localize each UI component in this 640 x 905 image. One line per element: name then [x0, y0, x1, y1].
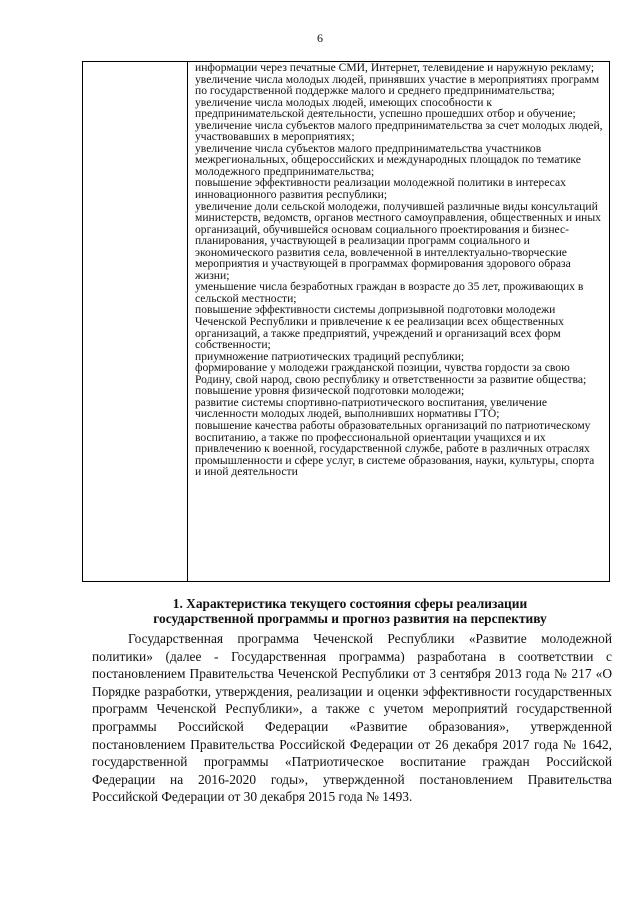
table-list-item: увеличение числа молодых людей, принявших участие в мероприятиях программ по государственной поддержке малого и среднего предпринимательства; — [195, 72, 600, 98]
table-list-item: увеличение числа субъектов малого предпринимательства за счет молодых людей, участвовавших в мероприятиях; — [195, 118, 603, 144]
table-column-divider — [187, 62, 188, 581]
section-heading-line-1: 1. Характеристика текущего состояния сферы реализации — [172, 596, 528, 611]
table-list-item: повышение эффективности реализации молодежной политики в интересах инновационного развития республики; — [195, 176, 566, 202]
section-body — [92, 630, 612, 806]
table-list-item: увеличение числа субъектов малого предпринимательства участников межрегиональных, общероссийских и международных площадок по тематике молодежного предпринимательства; — [195, 141, 581, 178]
table-list-item: увеличение доли сельской молодежи, получившей различные виды консультаций министерств, ведомств, органов местного самоуправления, общественных и иных организаций, обучившейся основам социального проектирования и бизнес-планирования, участвующей в реализации программ социального и экономического развития села, вовлеченной в интеллектуально-творческие мероприятия и участвующей в программах формирования здорового образа жизни; — [195, 199, 601, 282]
table-list-item: формирование у молодежи гражданской позиции, чувства гордости за свою Родину, свой народ, свою республику и ответственности за развитие общества; — [195, 361, 587, 386]
table-list-item: развитие системы спортивно-патриотического воспитания, увеличение численности молодых людей, выполнивших нормативы ГТО; — [195, 395, 548, 421]
continuation-table — [82, 61, 610, 582]
table-list-item: повышение уровня физической подготовки молодежи; — [195, 384, 465, 398]
section-paragraph: Государственная программа Чеченской Республики «Развитие молодежной политики» (далее - Государственная программа) разработана в соответствии с постановлением Правительства Чеченской Республики от 3 сентября 2013 года № 217 «О Порядке разработки, утверждения, реализации и оценки эффективности государственных программ Чеченской Республики», а также с учетом мероприятий государственной программы Российской Федерации «Развитие образования», утвержденной постановлением Правительства Российской Федерации от 26 декабря 2017 года № 1642, государственной программы «Патриотическое воспитание граждан Российской Федерации на 2016-2020 годы», утвержденной постановлением Правительства Российской Федерации от 30 декабря 2015 года № 1493. — [92, 631, 612, 805]
section-heading — [90, 597, 610, 626]
table-list-item: уменьшение числа безработных граждан в возрасте до 35 лет, проживающих в сельской местности; — [195, 280, 584, 305]
table-list-item: повышение качества работы образовательных организаций по патриотическому воспитанию, а также по профессиональной ориентации учащихся и их привлечению к военной, государственной службе, работе в различных отраслях промышленности и сфере услуг, в системе образования, науки, культуры, спорта и иной деятельности — [195, 418, 595, 479]
table-list-item: увеличение числа молодых людей, имеющих способности к предпринимательской деятельности, успешно прошедших отбор и обучение; — [195, 95, 576, 121]
table-list-item: информации через печатные СМИ, Интернет, телевидение и наружную рекламу; — [195, 61, 595, 74]
page-number: 6 — [317, 31, 323, 45]
table-content-cell — [195, 62, 603, 478]
table-list-item: повышение эффективности системы допризывной подготовки молодежи Чеченской Республики и привлечение к ее реализации всех общественных организаций, а также предприятий, учреждений и организаций всех форм собственности; — [195, 303, 564, 352]
table-list-item: приумножение патриотических традиций республики; — [195, 349, 465, 363]
section-heading-line-2: государственной программы и прогноз развития на перспективу — [153, 610, 547, 626]
